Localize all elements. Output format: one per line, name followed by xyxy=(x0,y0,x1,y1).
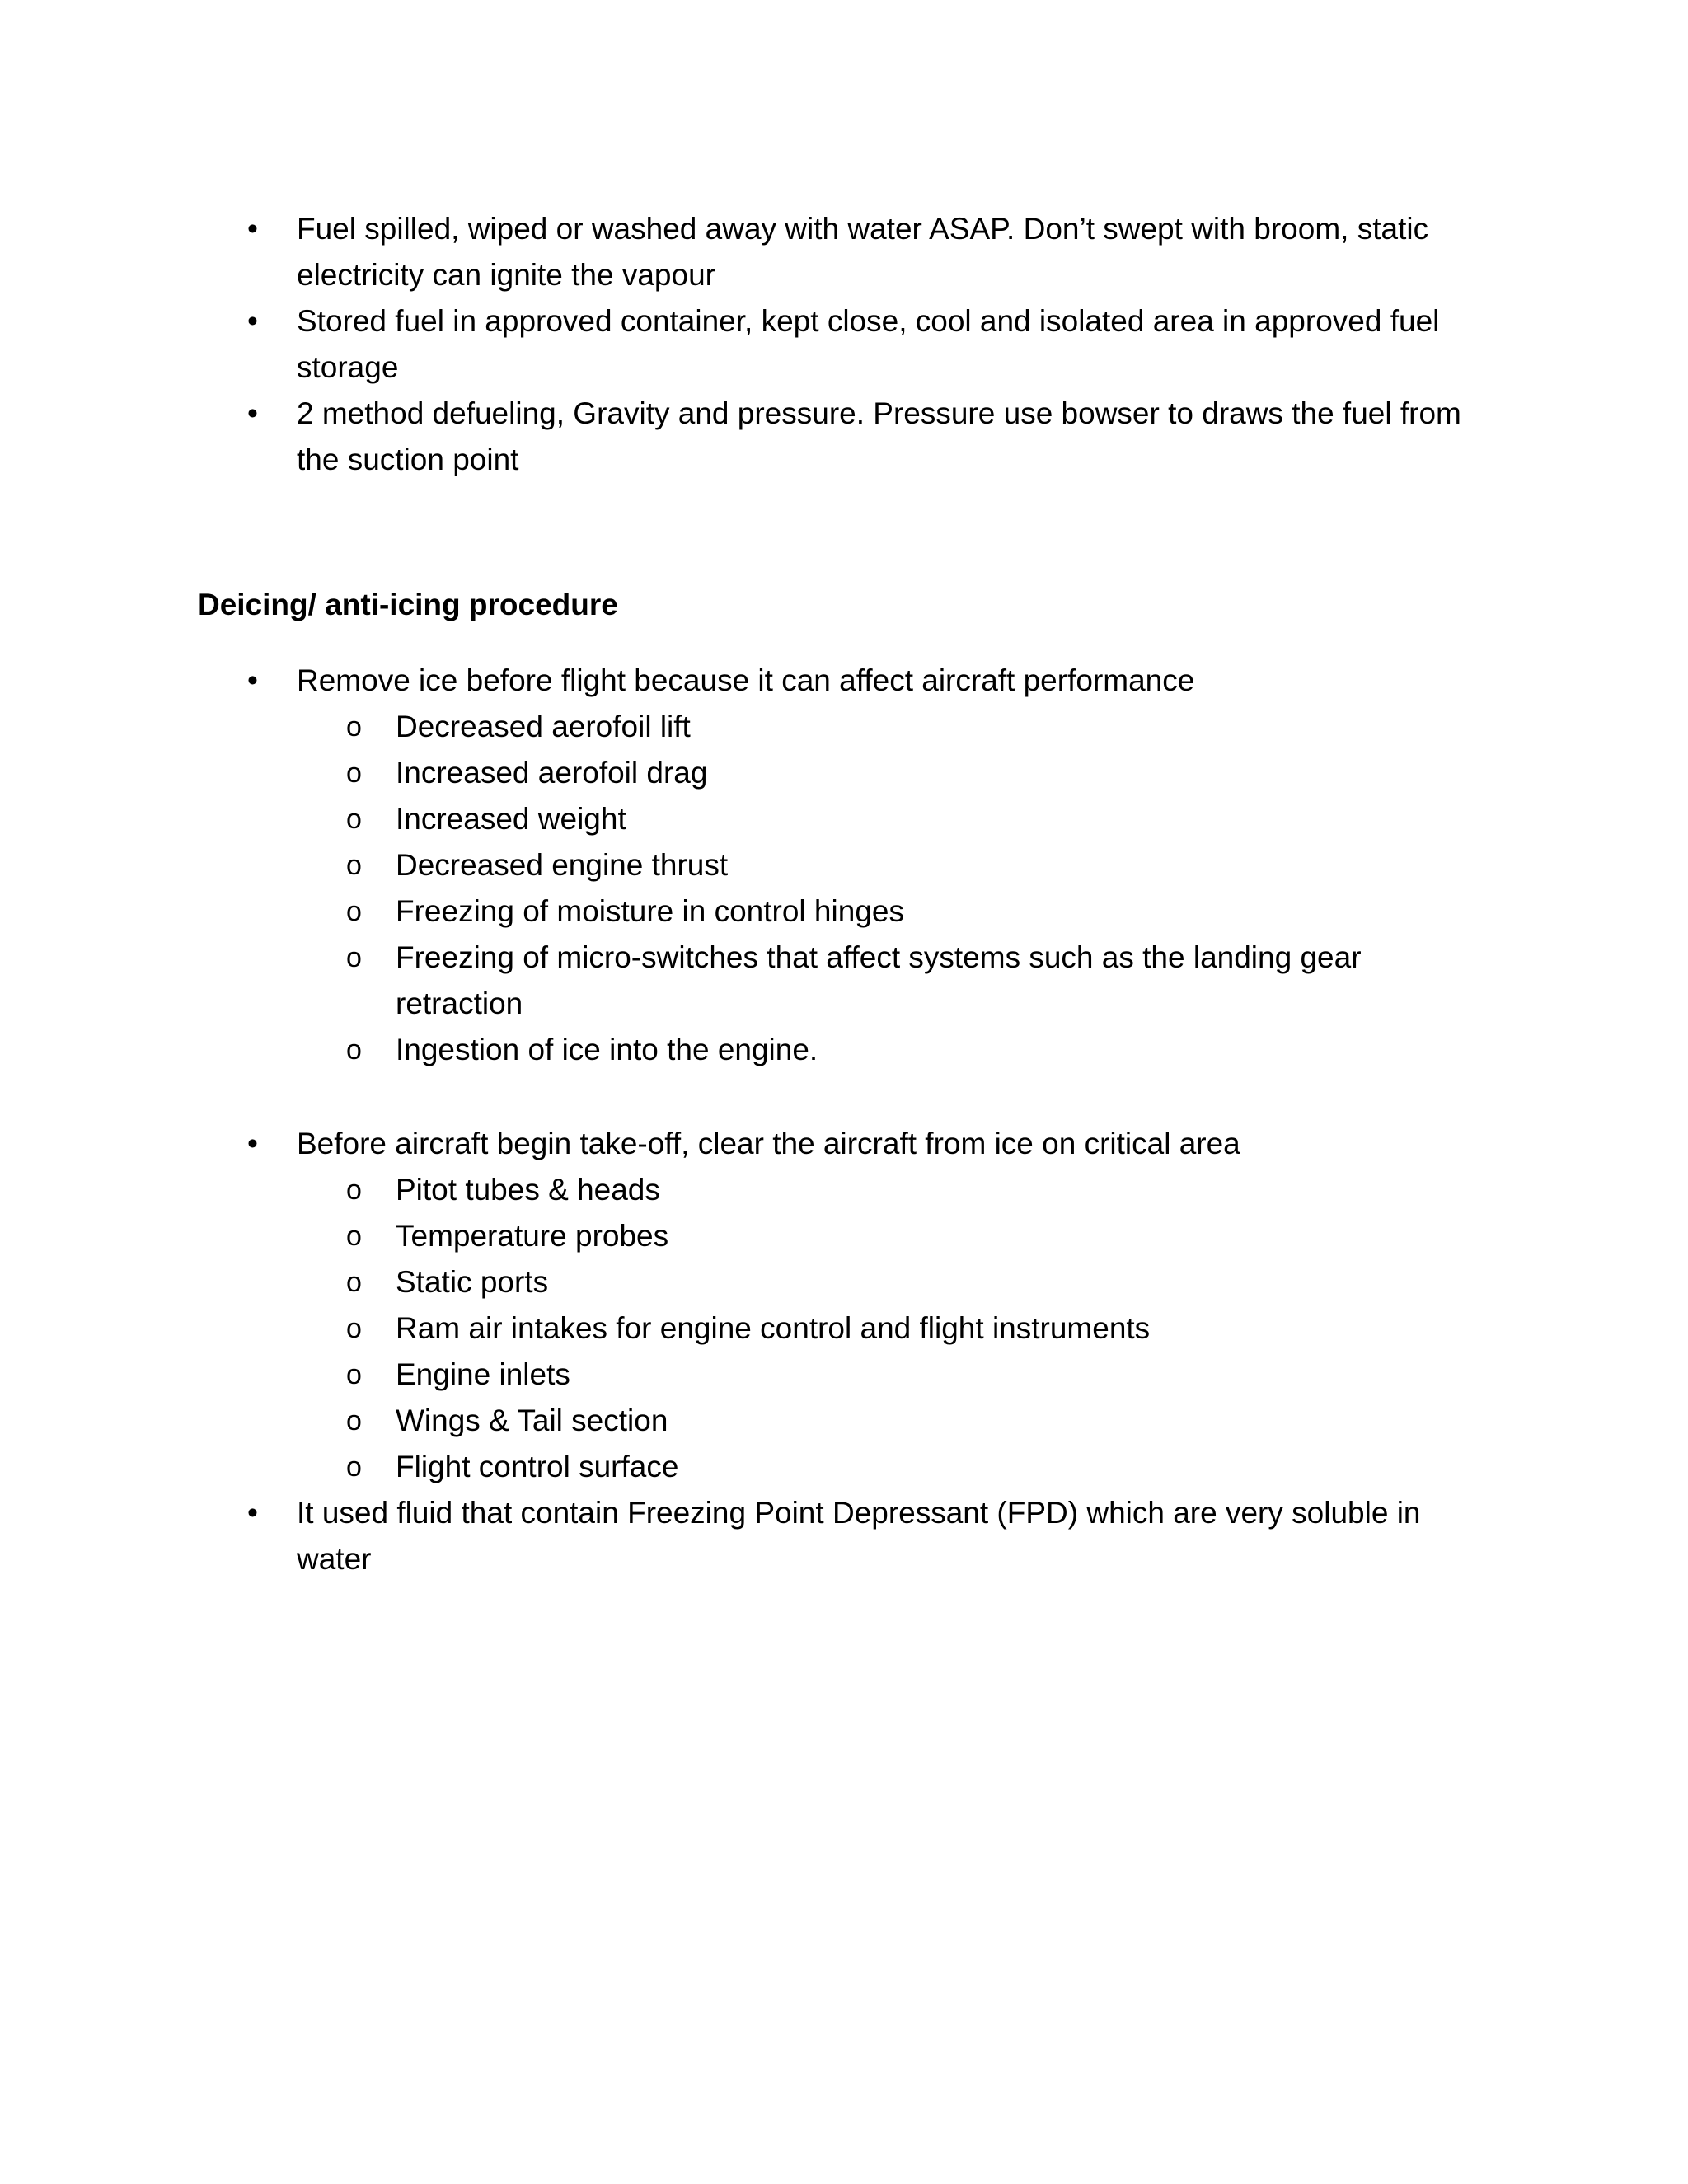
list-item-text: Remove ice before flight because it can affect aircraft performance xyxy=(297,663,1195,697)
sub-list-item-text: Engine inlets xyxy=(396,1357,570,1391)
list-item xyxy=(198,658,1484,704)
hollow-bullet-icon: o xyxy=(346,850,362,881)
hollow-bullet-icon: o xyxy=(346,1313,362,1344)
section-heading: Deicing/ anti-icing procedure xyxy=(198,588,618,621)
sub-list-item xyxy=(198,1398,1484,1444)
bullet-icon: • xyxy=(247,1127,258,1160)
hollow-bullet-icon: o xyxy=(346,896,362,927)
hollow-bullet-icon: o xyxy=(346,711,362,743)
bullet-icon: • xyxy=(247,212,258,246)
sub-list-item-text: Ram air intakes for engine control and flight instruments xyxy=(396,1311,1151,1345)
list-item xyxy=(198,298,1484,391)
hollow-bullet-icon: o xyxy=(346,1405,362,1436)
list-item xyxy=(198,1490,1484,1582)
sub-list-item xyxy=(198,1213,1484,1259)
sub-list-item xyxy=(198,750,1484,796)
list-item-text: Fuel spilled, wiped or washed away with water ASAP. Don’t swept with broom, static electricity can ignite the vapour xyxy=(297,212,1429,292)
hollow-bullet-icon: o xyxy=(346,804,362,835)
hollow-bullet-icon: o xyxy=(346,1174,362,1206)
sub-list-item-text: Freezing of micro-switches that affect systems such as the landing gear retraction xyxy=(396,940,1362,1020)
sub-list-item-text: Ingestion of ice into the engine. xyxy=(396,1033,818,1066)
sub-list-item xyxy=(198,1167,1484,1213)
sub-list-item-text: Temperature probes xyxy=(396,1219,669,1253)
hollow-bullet-icon: o xyxy=(346,1034,362,1066)
list-item xyxy=(198,391,1484,483)
list-item-text: It used fluid that contain Freezing Point Depressant (FPD) which are very soluble in water xyxy=(297,1496,1421,1576)
sub-list xyxy=(198,704,1484,1073)
sub-list-item xyxy=(198,704,1484,750)
hollow-bullet-icon: o xyxy=(346,1451,362,1483)
bullet-icon: • xyxy=(247,1496,258,1530)
sub-list-item-text: Pitot tubes & heads xyxy=(396,1173,660,1207)
deicing-bullet-list xyxy=(198,658,1484,1582)
sub-list-item-text: Freezing of moisture in control hinges xyxy=(396,894,904,928)
sub-list-item xyxy=(198,1352,1484,1398)
list-item-text: Before aircraft begin take-off, clear the aircraft from ice on critical area xyxy=(297,1127,1240,1160)
sub-list xyxy=(198,1167,1484,1490)
list-item-text: Stored fuel in approved container, kept close, cool and isolated area in approved fuel storage xyxy=(297,304,1440,384)
sub-list-item xyxy=(198,1027,1484,1073)
bullet-icon: • xyxy=(247,663,258,697)
list-item xyxy=(198,206,1484,298)
sub-list-item-text: Increased weight xyxy=(396,802,626,836)
bullet-icon: • xyxy=(247,396,258,430)
sub-list-item-text: Wings & Tail section xyxy=(396,1404,668,1437)
hollow-bullet-icon: o xyxy=(346,1267,362,1298)
sub-list-item xyxy=(198,796,1484,842)
sub-list-item xyxy=(198,1259,1484,1305)
sub-list-item xyxy=(198,1305,1484,1352)
fuel-bullet-list xyxy=(198,206,1484,483)
sub-list-item-text: Static ports xyxy=(396,1265,549,1299)
hollow-bullet-icon: o xyxy=(346,942,362,973)
sub-list-item xyxy=(198,935,1484,1027)
sub-list-item xyxy=(198,1444,1484,1490)
sub-list-item xyxy=(198,842,1484,888)
list-item-text: 2 method defueling, Gravity and pressure. Pressure use bowser to draws the fuel from the suction point xyxy=(297,396,1461,476)
hollow-bullet-icon: o xyxy=(346,1359,362,1390)
hollow-bullet-icon: o xyxy=(346,1221,362,1252)
sub-list-item-text: Flight control surface xyxy=(396,1450,679,1483)
sub-list-item-text: Decreased aerofoil lift xyxy=(396,710,691,743)
list-item xyxy=(198,1121,1484,1167)
sub-list-item xyxy=(198,888,1484,935)
paragraph-spacer xyxy=(198,1073,1484,1121)
sub-list-item-text: Decreased engine thrust xyxy=(396,848,729,882)
sub-list-item-text: Increased aerofoil drag xyxy=(396,756,708,790)
bullet-icon: • xyxy=(247,304,258,338)
hollow-bullet-icon: o xyxy=(346,757,362,789)
